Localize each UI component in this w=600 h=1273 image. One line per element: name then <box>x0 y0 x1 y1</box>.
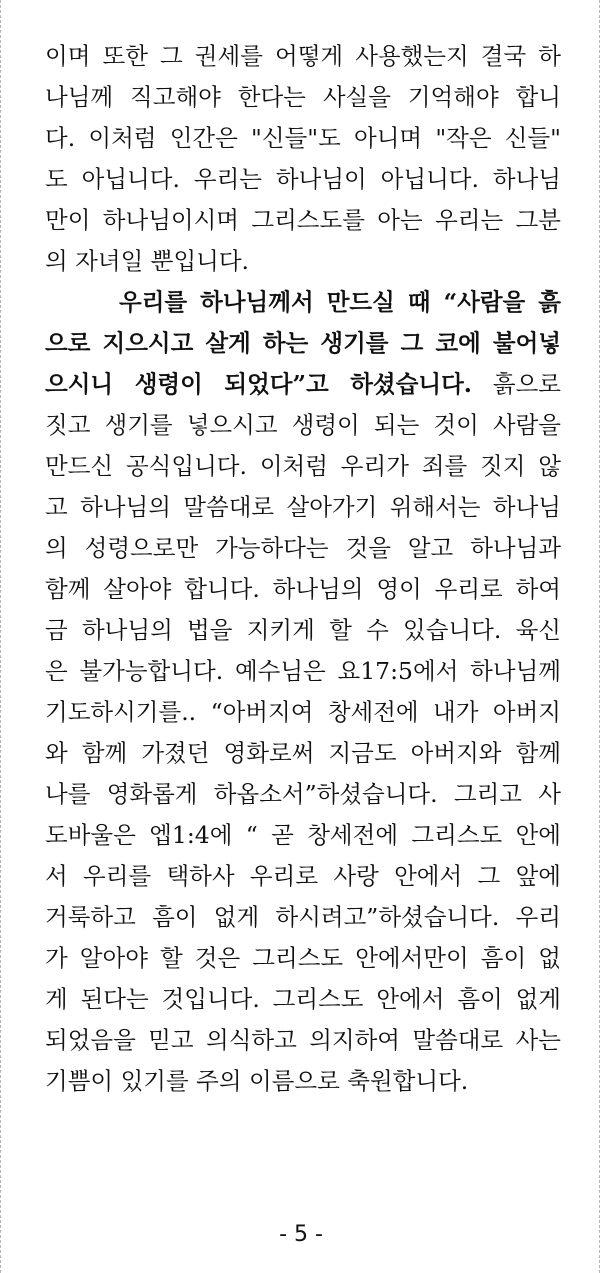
text-line: 도 아닙니다. 우리는 하나님이 아닙니다. 하나님 <box>45 165 561 193</box>
text-line: 기쁨이 있기를 주의 이름으로 축원합니다. <box>45 1067 469 1095</box>
text-normal-segment: 흙으로 <box>492 370 561 398</box>
text-line: 나를 영화롭게 하옵소서”하셨습니다. 그리고 사 <box>45 780 561 808</box>
text-line: 짓고 생기를 넣으시고 생령이 되는 것이 사람을 <box>45 411 561 439</box>
text-line: 와 함께 가졌던 영화로써 지금도 아버지와 함께 <box>45 739 561 767</box>
text-line: 은 불가능합니다. 예수님은 요17:5에서 하나님께 <box>45 657 561 685</box>
text-line: 서 우리를 택하사 우리로 사랑 안에서 그 앞에 <box>45 862 561 890</box>
text-line-bold: 으로 지으시고 살게 하는 생기를 그 코에 불어넣 <box>45 329 561 357</box>
text-line: 금 하나님의 법을 지키게 할 수 있습니다. 육신 <box>45 616 561 644</box>
text-line: 다. 이처럼 인간은 "신들"도 아니며 "작은 신들" <box>45 124 561 152</box>
text-line: 거룩하고 흠이 없게 하시려고”하셨습니다. 우리 <box>45 903 561 931</box>
body-text <box>45 36 561 1102</box>
text-line: 기도하시기를.. “아버지여 창세전에 내가 아버지 <box>45 698 561 726</box>
text-line: 의 자녀일 뿐입니다. <box>45 247 250 275</box>
text-line: 나님께 직고해야 한다는 사실을 기억해야 합니 <box>45 83 561 111</box>
text-line: 의 성령으로만 가능하다는 것을 알고 하나님과 <box>45 534 561 562</box>
text-line: 가 알아야 할 것은 그리스도 안에서만이 흠이 없 <box>45 944 561 972</box>
text-line-bold: 우리를 하나님께서 만드실 때 “사람을 흙 <box>119 288 561 316</box>
text-line-mixed <box>45 364 561 405</box>
text-bold-segment: 으시니 생령이 되었다”고 하셨습니다. <box>45 370 472 398</box>
text-line: 만드신 공식입니다. 이처럼 우리가 죄를 짓지 않 <box>45 452 561 480</box>
page-number: - 5 - <box>279 1222 323 1247</box>
text-line: 이며 또한 그 권세를 어떻게 사용했는지 결국 하 <box>45 42 561 70</box>
text-line: 되었음을 믿고 의식하고 의지하여 말씀대로 사는 <box>45 1026 561 1054</box>
text-line: 게 된다는 것입니다. 그리스도 안에서 흠이 없게 <box>45 985 561 1013</box>
text-line: 고 하나님의 말씀대로 살아가기 위해서는 하나님 <box>45 493 561 521</box>
text-line: 도바울은 엡1:4에 “ 곧 창세전에 그리스도 안에 <box>45 821 561 849</box>
text-line: 만이 하나님이시며 그리스도를 아는 우리는 그분 <box>45 206 561 234</box>
text-line: 함께 살아야 합니다. 하나님의 영이 우리로 하여 <box>45 575 561 603</box>
